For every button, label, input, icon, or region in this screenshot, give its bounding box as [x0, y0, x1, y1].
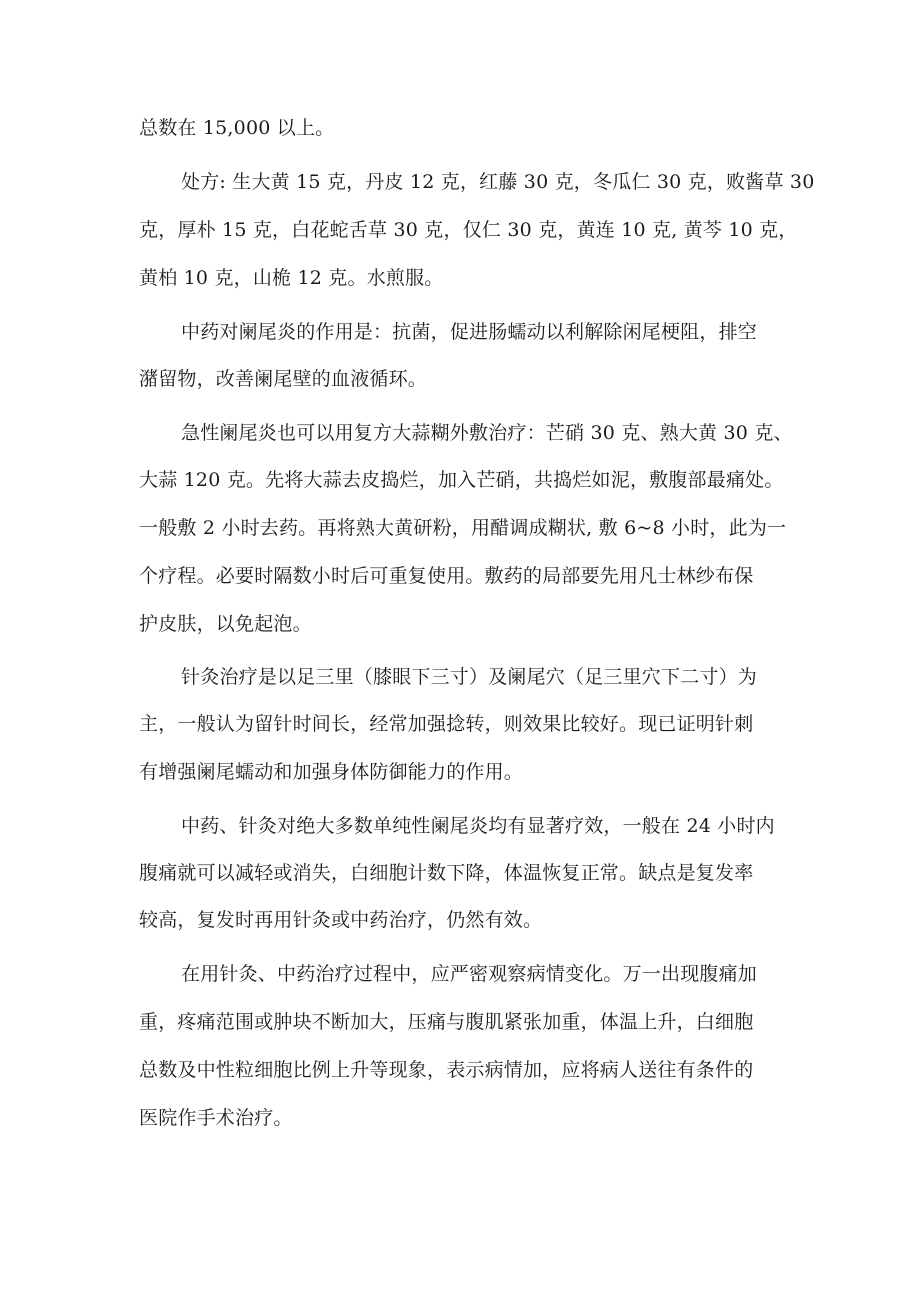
paragraph-effect-line: 中药对阑尾炎的作用是：抗菌，促进肠蠕动以利解除闲尾梗阻，排空	[181, 321, 758, 343]
paragraph-compress-line: 急性阑尾炎也可以用复方大蒜糊外敷治疗：芒硝 30 克、熟大黄 30 克、	[181, 422, 793, 444]
paragraph-observation-line: 总数及中性粒细胞比例上升等现象，表示病情加，应将病人送往有条件的	[139, 1059, 754, 1081]
paragraph-acupuncture-line: 主，一般认为留针时间长，经常加强捻转，则效果比较好。现已证明针刺	[139, 713, 754, 735]
paragraph-efficacy-line: 腹痛就可以减轻或消失，白细胞计数下降，体温恢复正常。缺点是复发率	[139, 862, 754, 884]
paragraph-compress-line: 一般敷 2 小时去药。再将熟大黄研粉，用醋调成糊状, 敷 6~8 小时，此为一	[139, 517, 787, 539]
paragraph-compress-line: 大蒜 120 克。先将大蒜去皮捣烂，加入芒硝，共捣烂如泥，敷腹部最痛处。	[139, 469, 784, 491]
paragraph-observation-line: 在用针灸、中药治疗过程中，应严密观察病情变化。万一出现腹痛加	[181, 963, 758, 985]
paragraph-observation-line: 重，疼痛范围或肿块不断加大，压痛与腹肌紧张加重，体温上升，白细胞	[139, 1011, 754, 1033]
text-line: 总数在 15,000 以上。	[139, 117, 335, 139]
paragraph-acupuncture-line: 有增强阑尾蠕动和加强身体防御能力的作用。	[139, 761, 524, 783]
paragraph-prescription-line: 克，厚朴 15 克，白花蛇舌草 30 克，仅仁 30 克，黄连 10 克, 黄芩 10 克，	[139, 219, 798, 241]
paragraph-compress-line: 护皮肤，以免起泡。	[139, 613, 312, 635]
paragraph-prescription-line: 黄柏 10 克，山桅 12 克。水煎服。	[139, 267, 444, 289]
paragraph-compress-line: 个疗程。必要时隔数小时后可重复使用。敷药的局部要先用凡士林纱布保	[139, 565, 754, 587]
paragraph-observation-line: 医院作手术治疗。	[139, 1107, 293, 1129]
paragraph-acupuncture-line: 针灸治疗是以足三里（膝眼下三寸）及阑尾穴（足三里穴下二寸）为	[181, 666, 758, 688]
paragraph-efficacy-line: 较高，复发时再用针灸或中药治疗，仍然有效。	[139, 909, 543, 931]
paragraph-prescription-line: 处方: 生大黄 15 克，丹皮 12 克，红藤 30 克，冬瓜仁 30 克，败酱草 30	[181, 171, 815, 193]
paragraph-efficacy-line: 中药、针灸对绝大多数单纯性阑尾炎均有显著疗效，一般在 24 小时内	[181, 815, 775, 837]
paragraph-effect-line: 潴留物，改善阑尾壁的血液循环。	[139, 368, 428, 390]
